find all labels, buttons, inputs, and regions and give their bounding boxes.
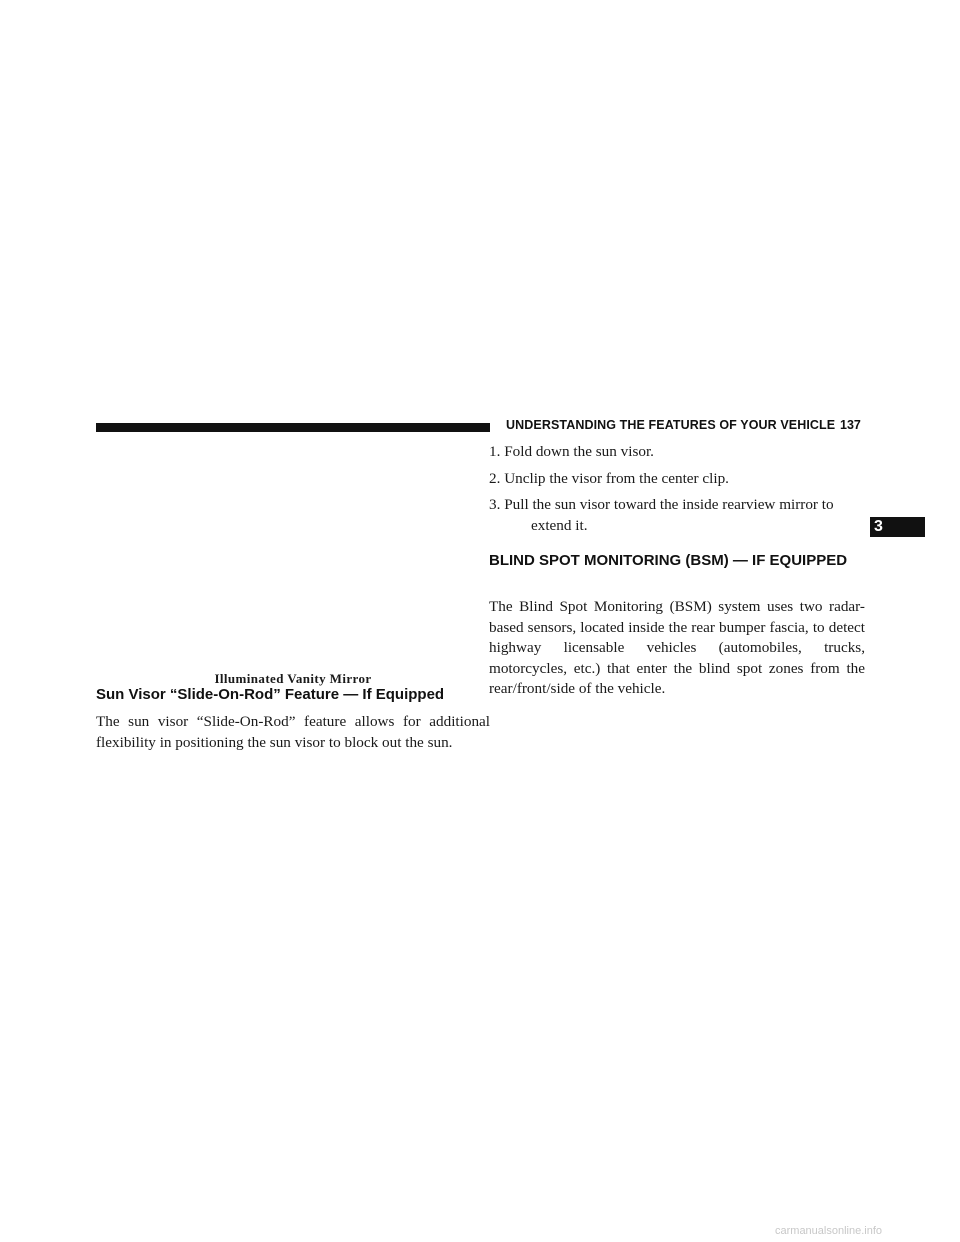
figure-caption: Illuminated Vanity Mirror [214, 671, 372, 686]
sun-visor-paragraph: The sun visor “Slide-On-Rod” feature allows for additional flexibility in positioning the sun visor to block out the sun. [96, 713, 490, 751]
page-number: 137 [840, 418, 861, 432]
bsm-heading: BLIND SPOT MONITORING (BSM) — IF EQUIPPED [489, 552, 848, 569]
chapter-tab: 3 [870, 517, 925, 537]
step-item: 3. Pull the sun visor toward the inside rearview mirror to extend it. [489, 496, 834, 534]
sun-visor-steps-list [489, 442, 865, 542]
watermark[interactable]: carmanualsonline.info [775, 1225, 883, 1237]
bsm-paragraph: The Blind Spot Monitoring (BSM) system uses two radar-based sensors, located inside the rear bumper fascia, to detect highway licensable vehicles (automobiles, trucks, motorcycles, etc.) that enter the blind spot zones from the rear/front/side of the vehicle. [489, 598, 865, 697]
running-header-title: UNDERSTANDING THE FEATURES OF YOUR VEHICLE [506, 418, 836, 432]
step-item: 2. Unclip the visor from the center clip. [489, 469, 729, 487]
header-rule [96, 423, 490, 432]
sun-visor-heading: Sun Visor “Slide-On-Rod” Feature — If Equipped [96, 686, 445, 703]
step-item: 1. Fold down the sun visor. [489, 443, 654, 460]
